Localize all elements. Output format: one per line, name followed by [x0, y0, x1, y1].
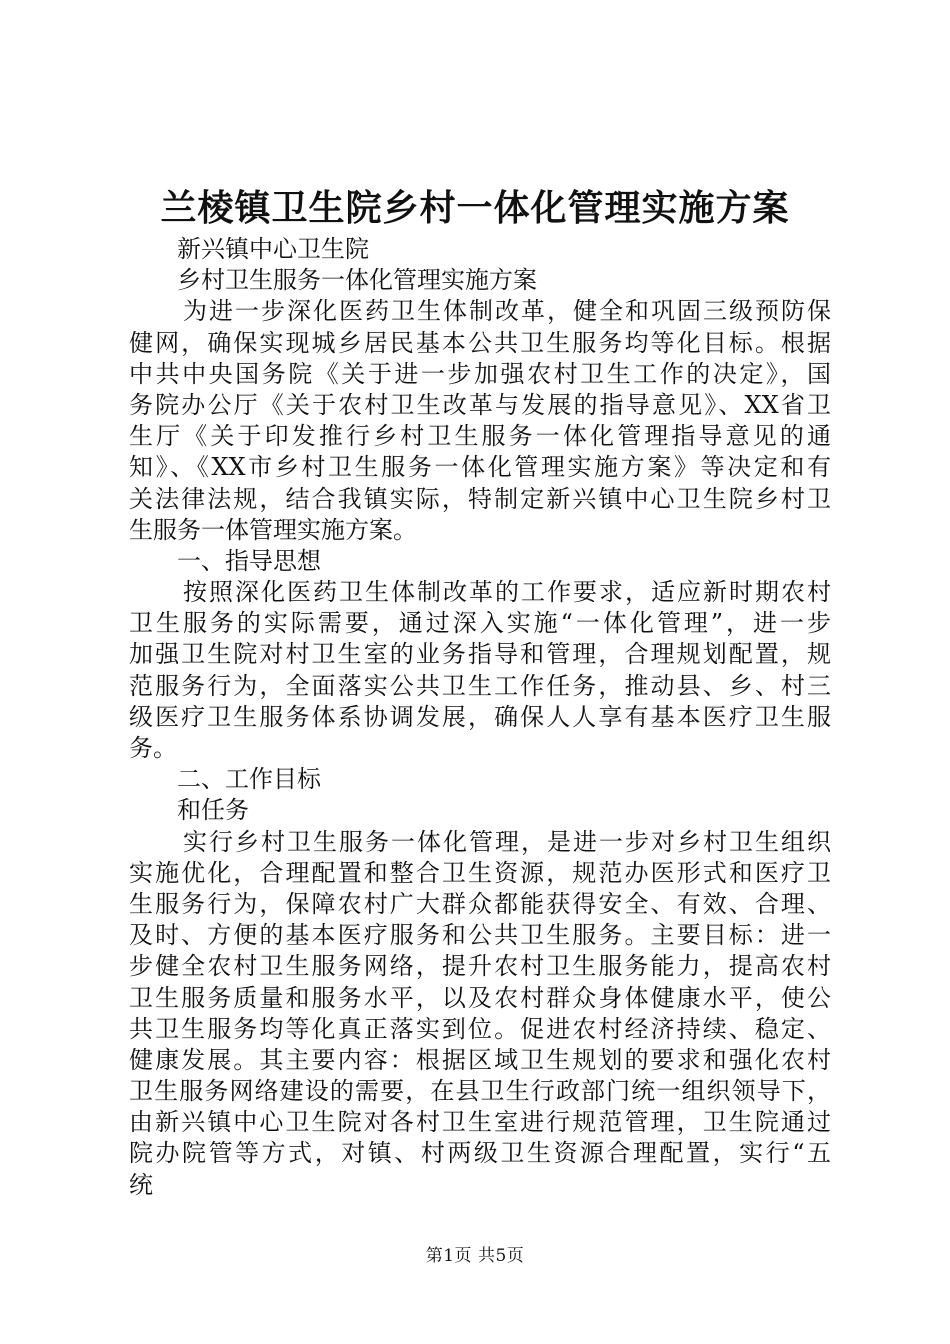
- body-line: 中共中央国务院《关于进一步加强农村卫生工作的决定》，国: [129, 359, 831, 388]
- body-line: 健康发展。其主要内容：根据区域卫生规划的要求和强化农村: [129, 1045, 831, 1074]
- body-line: 关法律法规，结合我镇实际，特制定新兴镇中心卫生院乡村卫: [129, 484, 831, 513]
- body-line: 生厅《关于印发推行乡村卫生服务一体化管理指导意见的通: [129, 422, 831, 451]
- document-title: 兰棱镇卫生院乡村一体化管理实施方案: [160, 187, 790, 229]
- body-line: 统: [129, 1170, 153, 1199]
- body-line: 新兴镇中心卫生院: [177, 235, 369, 263]
- body-line: 乡村卫生服务一体化管理实施方案: [177, 266, 537, 295]
- body-line: 知》、《XX市乡村卫生服务一体化管理实施方案》等决定和有: [129, 453, 831, 482]
- body-line: 按照深化医药卫生体制改革的工作要求，适应新时期农村: [183, 578, 831, 607]
- body-line: 加强卫生院对村卫生室的业务指导和管理，合理规划配置，规: [129, 640, 831, 669]
- body-line: 健网，确保实现城乡居民基本公共卫生服务均等化目标。根据: [129, 328, 831, 357]
- body-line: 为进一步深化医药卫生体制改革，健全和巩固三级预防保: [183, 297, 831, 326]
- body-line: 步健全农村卫生服务网络，提升农村卫生服务能力，提高农村: [129, 952, 831, 981]
- body-line: 范服务行为，全面落实公共卫生工作任务，推动县、乡、村三: [129, 671, 831, 700]
- body-line: 卫生服务质量和服务水平，以及农村群众身体健康水平，使公: [129, 983, 831, 1012]
- body-line: 共卫生服务均等化真正落实到位。促进农村经济持续、稳定、: [129, 1014, 831, 1043]
- document-body: [129, 234, 831, 1201]
- body-line: 实行乡村卫生服务一体化管理，是进一步对乡村卫生组织: [183, 827, 831, 856]
- body-line: 级医疗卫生服务体系协调发展，确保人人享有基本医疗卫生服: [129, 702, 831, 731]
- body-line: 务。: [129, 734, 177, 762]
- body-line: 卫生服务的实际需要，通过深入实施“一体化管理”，进一步: [129, 609, 831, 638]
- body-line: 生服务一体管理实施方案。: [129, 515, 417, 544]
- section-heading: 和任务: [177, 796, 249, 825]
- body-line: 务院办公厅《关于农村卫生改革与发展的指导意见》、XX省卫: [129, 390, 831, 419]
- body-line: 实施优化，合理配置和整合卫生资源，规范办医形式和医疗卫: [129, 858, 831, 887]
- section-heading: 一、指导思想: [177, 546, 321, 575]
- section-heading: 二、工作目标: [177, 765, 321, 794]
- body-line: 生服务行为，保障农村广大群众都能获得安全、有效、合理、: [129, 889, 831, 918]
- body-line: 及时、方便的基本医疗服务和公共卫生服务。主要目标：进一: [129, 921, 831, 950]
- body-line: 卫生服务网络建设的需要，在县卫生行政部门统一组织领导下，: [129, 1077, 831, 1106]
- body-line: 院办院管等方式，对镇、村两级卫生资源合理配置，实行“五: [129, 1139, 831, 1168]
- page-number-footer: 第1页 共5页: [425, 1246, 525, 1266]
- body-line: 由新兴镇中心卫生院对各村卫生室进行规范管理，卫生院通过: [129, 1108, 831, 1137]
